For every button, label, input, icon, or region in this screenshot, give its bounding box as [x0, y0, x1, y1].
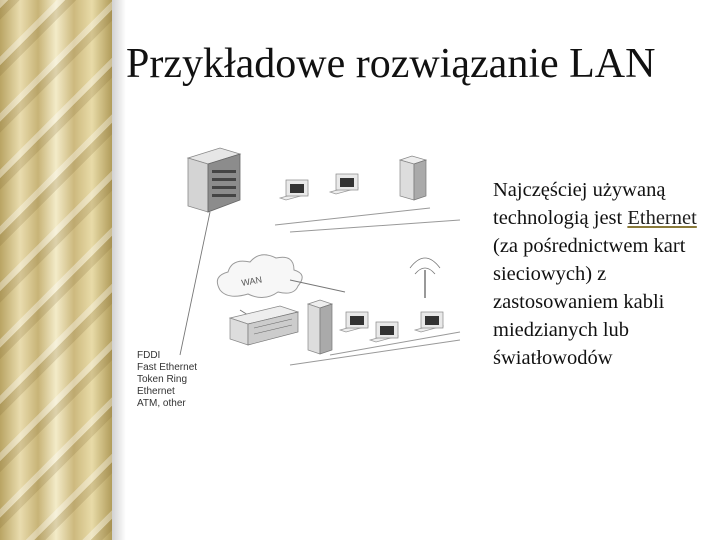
- legend-item: FDDI: [137, 350, 161, 361]
- server-rack-icon: [188, 148, 240, 212]
- ethernet-link[interactable]: Ethernet: [627, 207, 697, 229]
- gold-bar-shadow: [112, 0, 126, 540]
- wireless-antenna-icon: [410, 258, 440, 298]
- workstation-icon-2: [330, 174, 358, 194]
- tower-pc-icon-lower-1: [308, 300, 332, 354]
- gold-bar-sheen: [0, 0, 112, 540]
- workstation-icon-4: [370, 322, 398, 342]
- legend-item: Token Ring: [137, 374, 188, 385]
- top-lan-cable: [275, 208, 460, 232]
- tower-pc-icon-top: [400, 156, 426, 200]
- body-text-start: Najczęściej używaną technologią jest: [493, 179, 666, 229]
- slide-title: Przykładowe rozwiązanie LAN: [126, 41, 656, 87]
- slide-body-text: [493, 176, 708, 372]
- workstation-icon-3: [340, 312, 368, 332]
- router-switch-icon: [230, 306, 298, 345]
- workstation-icon-5: [415, 312, 443, 332]
- legend-item: Fast Ethernet: [137, 362, 198, 373]
- wan-cloud-icon: [217, 255, 302, 298]
- legend-item: Ethernet: [137, 386, 175, 397]
- decorative-gold-bar: [0, 0, 112, 540]
- technology-legend: [137, 350, 197, 410]
- body-text-end: (za pośrednictwem kart sieciowych) z zastosowaniem kabli miedzianych lub światłowodów: [493, 235, 686, 369]
- legend-item: ATM, other: [137, 398, 186, 409]
- wan-cloud-label: WAN: [240, 274, 263, 288]
- workstation-icon-1: [280, 180, 308, 200]
